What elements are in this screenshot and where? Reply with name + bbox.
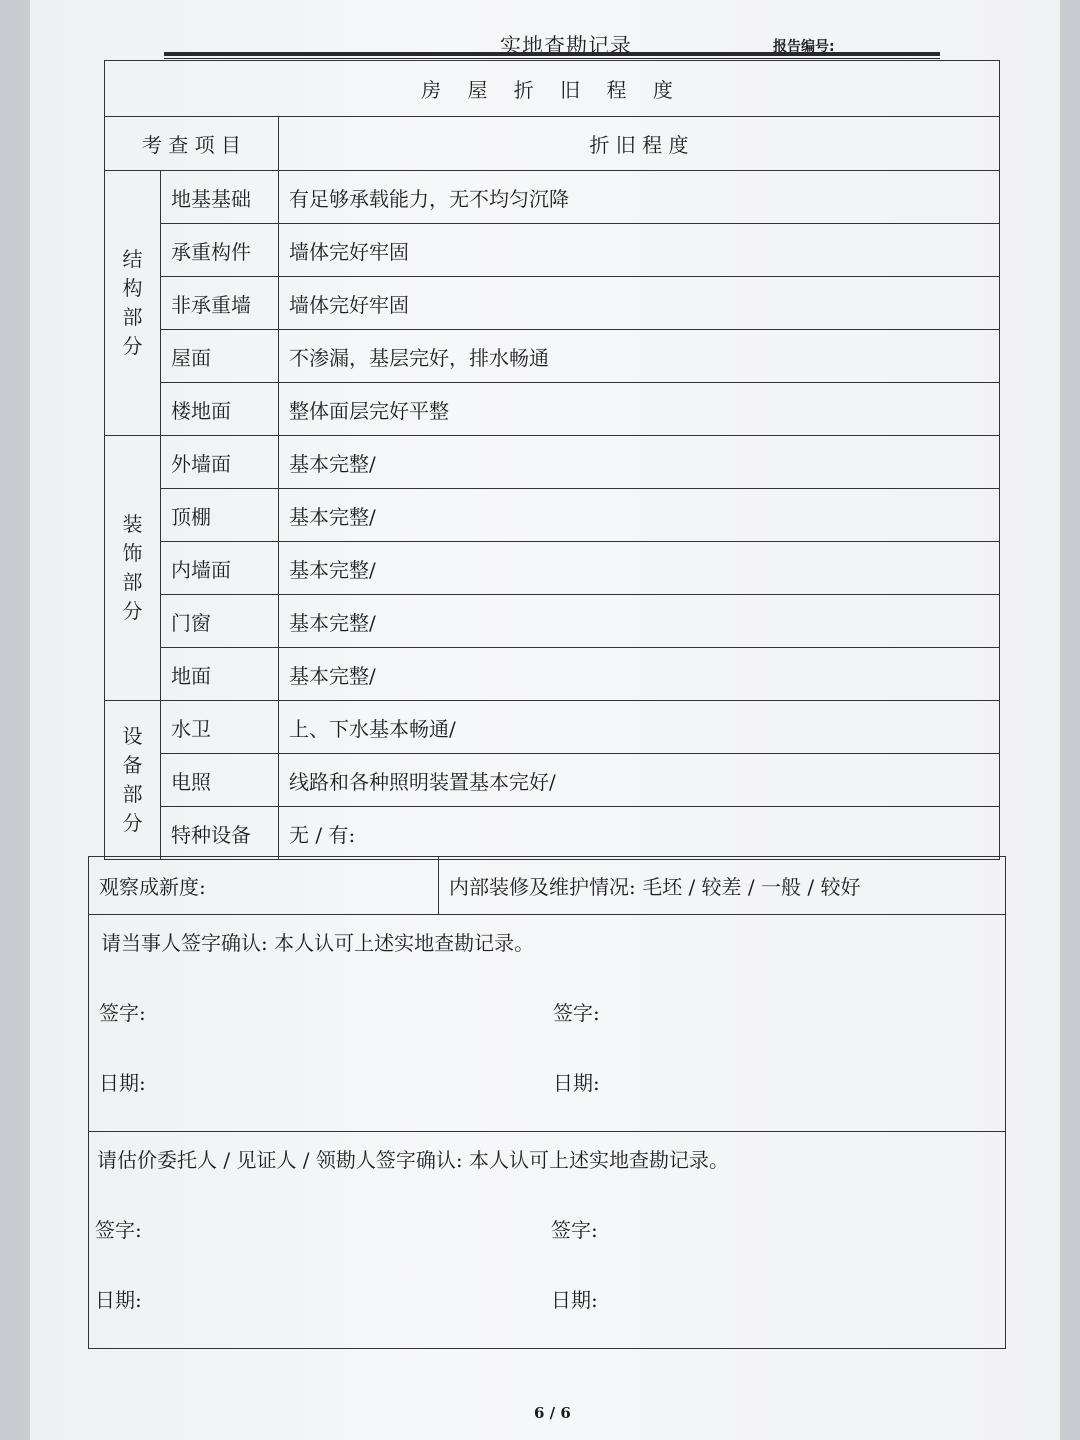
column-header-item: 考 查 项 目 <box>105 117 279 171</box>
item-value: 基本完整/ <box>279 436 1000 489</box>
item-value: 上、下水基本畅通/ <box>279 701 1000 754</box>
item-value: 整体面层完好平整 <box>279 383 1000 436</box>
client-sign-right[interactable]: 签字: <box>551 1218 598 1242</box>
item-label: 电照 <box>161 754 279 807</box>
item-value: 墙体完好牢固 <box>279 277 1000 330</box>
item-value: 有足够承载能力，无不均匀沉降 <box>279 171 1000 224</box>
item-label: 外墙面 <box>161 436 279 489</box>
decoration-status-field: 内部装修及维护情况: 毛坯 / 较差 / 一般 / 较好 <box>439 857 1006 915</box>
item-label: 内墙面 <box>161 542 279 595</box>
confirmation-table <box>88 856 1006 1349</box>
page-number: 6 / 6 <box>534 1404 571 1422</box>
header-rule <box>164 52 940 56</box>
item-label: 地基基础 <box>161 171 279 224</box>
newness-field: 观察成新度: <box>89 857 439 915</box>
item-value: 线路和各种照明装置基本完好/ <box>279 754 1000 807</box>
depreciation-table <box>104 60 1000 860</box>
report-number-label: 报告编号: <box>773 39 835 55</box>
item-value: 基本完整/ <box>279 595 1000 648</box>
item-label: 水卫 <box>161 701 279 754</box>
client-confirmation-section <box>89 1132 1006 1349</box>
party-date-right[interactable]: 日期: <box>553 1071 600 1095</box>
party-statement: 请当事人签字确认: 本人认可上述实地查勘记录。 <box>101 931 535 955</box>
group-label-structure: 结 构 部 分 <box>105 171 161 436</box>
party-sign-right[interactable]: 签字: <box>553 1001 600 1025</box>
item-value: 无 / 有: <box>279 807 1000 860</box>
item-value: 墙体完好牢固 <box>279 224 1000 277</box>
group-label-decoration: 装 饰 部 分 <box>105 436 161 701</box>
item-label: 承重构件 <box>161 224 279 277</box>
item-label: 屋面 <box>161 330 279 383</box>
item-label: 顶棚 <box>161 489 279 542</box>
item-value: 不渗漏，基层完好，排水畅通 <box>279 330 1000 383</box>
client-sign-left[interactable]: 签字: <box>95 1218 142 1242</box>
item-value: 基本完整/ <box>279 542 1000 595</box>
item-label: 楼地面 <box>161 383 279 436</box>
group-label-equipment: 设 备 部 分 <box>105 701 161 860</box>
header-rule-thin <box>164 58 940 59</box>
item-label: 地面 <box>161 648 279 701</box>
client-date-right[interactable]: 日期: <box>551 1288 598 1312</box>
party-confirmation-section <box>89 915 1006 1132</box>
item-label: 门窗 <box>161 595 279 648</box>
item-label: 特种设备 <box>161 807 279 860</box>
item-value: 基本完整/ <box>279 489 1000 542</box>
document-title: 实地查勘记录 <box>500 34 632 58</box>
party-sign-left[interactable]: 签字: <box>99 1001 146 1025</box>
client-statement: 请估价委托人 / 见证人 / 领勘人签字确认: 本人认可上述实地查勘记录。 <box>97 1148 730 1172</box>
party-date-left[interactable]: 日期: <box>99 1071 146 1095</box>
client-date-left[interactable]: 日期: <box>95 1288 142 1312</box>
item-label: 非承重墙 <box>161 277 279 330</box>
item-value: 基本完整/ <box>279 648 1000 701</box>
column-header-degree: 折 旧 程 度 <box>279 117 1000 171</box>
table-title: 房 屋 折 旧 程 度 <box>105 61 1000 117</box>
